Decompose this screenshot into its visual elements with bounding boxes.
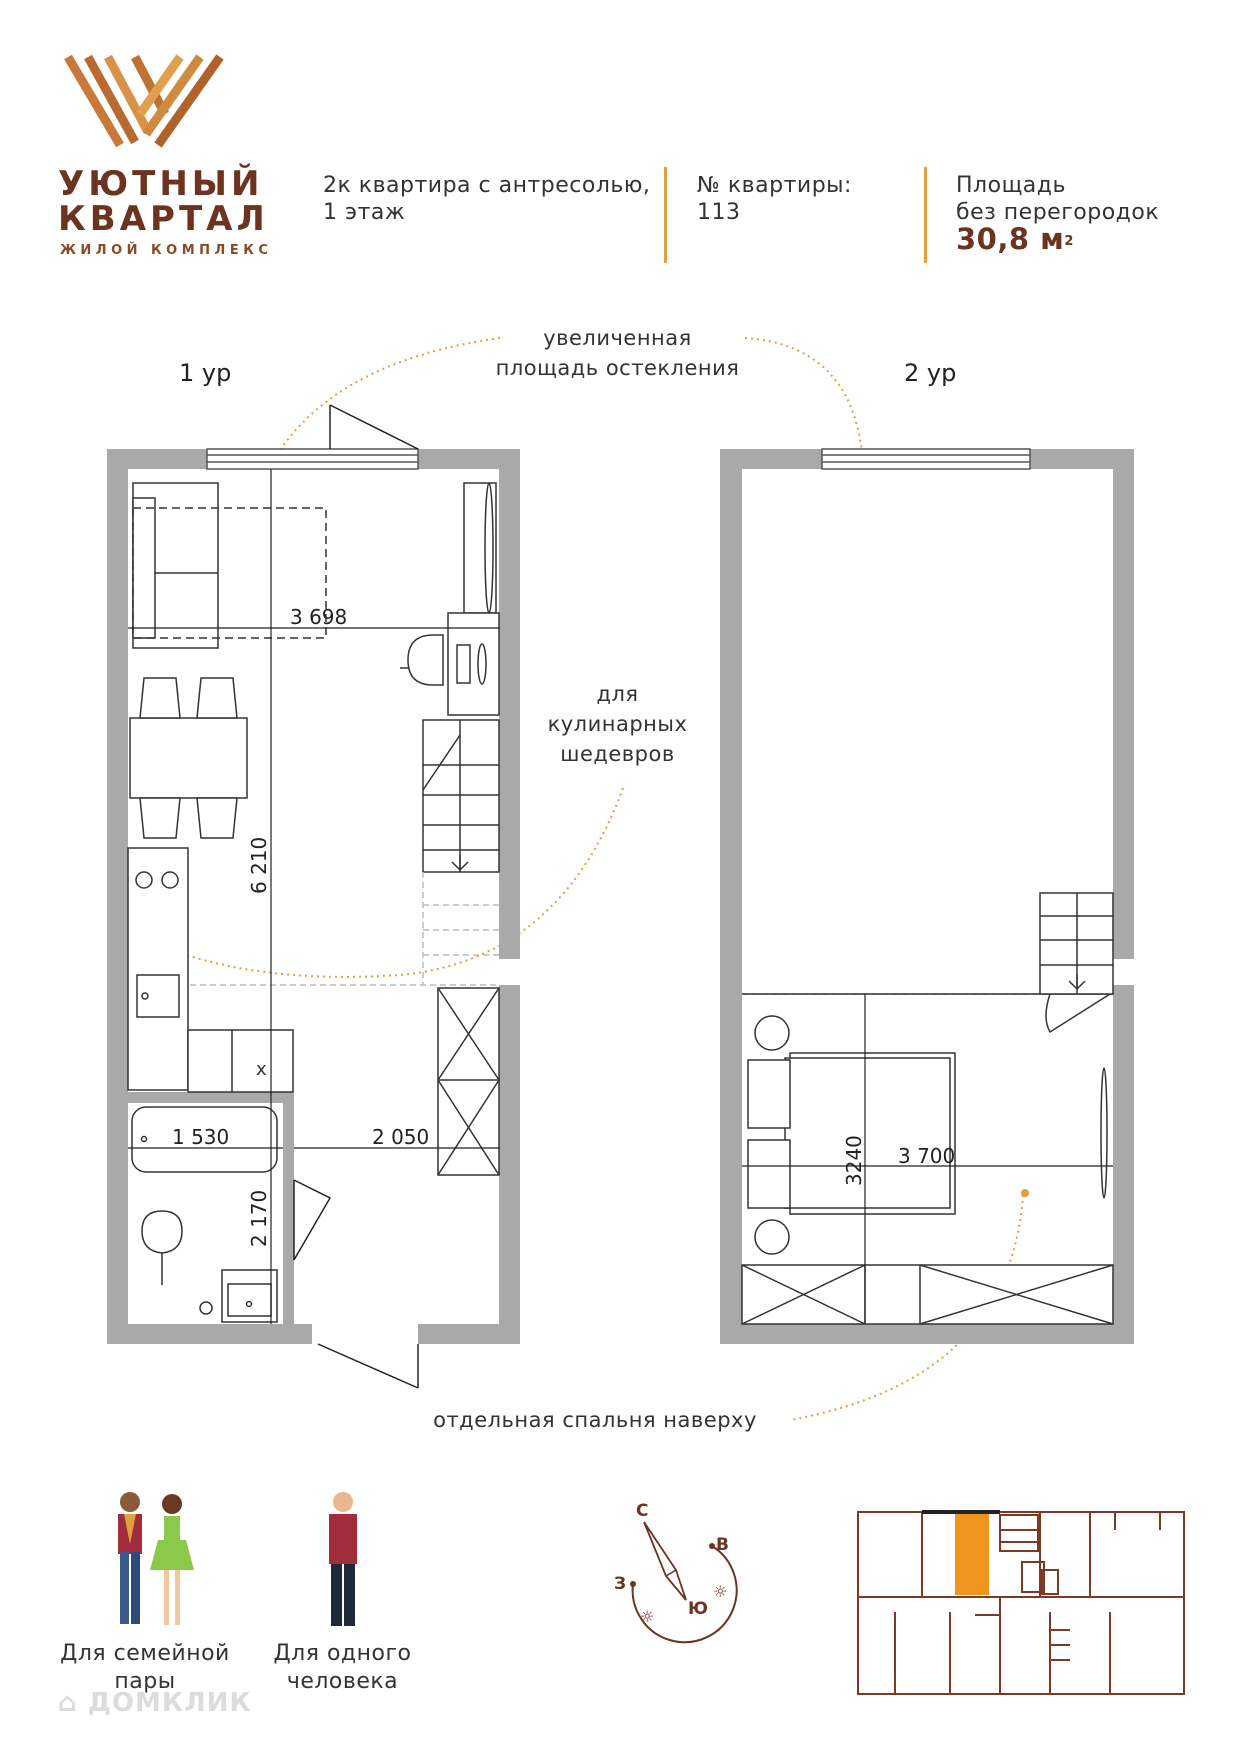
area-value-number: 30,8 м [956, 222, 1065, 256]
bedroom-note: отдельная спальня наверху [433, 1408, 757, 1432]
glazing-note-line2: площадь остекления [495, 356, 740, 380]
compass-north-label: С [636, 1501, 649, 1521]
dimension-3240: 3240 [842, 1135, 866, 1186]
apartment-number-value: 113 [697, 200, 741, 225]
leader-lines [152, 338, 1023, 1420]
dimension-3700: 3 700 [898, 1144, 956, 1168]
glazing-leader-right [745, 338, 862, 453]
level-1-balcony-door [330, 405, 418, 449]
sun-icon: ☼ [640, 1607, 655, 1626]
bedroom-marker [1021, 1189, 1029, 1197]
level-2-window [822, 449, 1030, 469]
couple-caption-line1: Для семейной [60, 1641, 230, 1666]
apartment-type-line2: 1 этаж [323, 200, 406, 225]
level-2-tv [1101, 1068, 1107, 1198]
couple-icon [100, 1488, 210, 1640]
logo-line1: УЮТНЫЙ [58, 164, 264, 204]
dimension-2050: 2 050 [372, 1125, 430, 1149]
level-2-stairs [1040, 893, 1113, 1032]
toilet [142, 1211, 212, 1314]
kitchen-note-line2: кулинарных [547, 712, 688, 736]
wardrobe [438, 988, 499, 1175]
compass-west-label: З [614, 1574, 627, 1594]
kitchen-note-line1: для [596, 682, 639, 706]
level-1-plan [107, 405, 520, 1388]
apartment-type-line1: 2к квартира с антресолью, [323, 173, 651, 198]
watermark-icon: ⌂ [58, 1688, 78, 1718]
dining-table [130, 678, 247, 838]
highlighted-apartment [955, 1512, 989, 1595]
area-label-line1: Площадь [956, 173, 1066, 198]
sun-icon: ☼ [713, 1582, 728, 1601]
level-1-label: 1 ур [179, 359, 232, 387]
compass-south-label: Ю [688, 1599, 708, 1619]
stairs-overhead [190, 872, 499, 985]
dimension-6210: 6 210 [247, 836, 271, 894]
logo-line2: КВАРТАЛ [58, 199, 269, 239]
glazing-note-line1: увеличенная [543, 326, 692, 350]
single-caption [250, 1640, 435, 1696]
bathroom-sink [222, 1270, 277, 1322]
level-1-entrance-door [318, 1344, 418, 1388]
watermark-text: ДОМКЛИК [87, 1688, 252, 1718]
dimension-3698: 3 698 [290, 605, 348, 629]
watermark [58, 1688, 252, 1718]
tv-unit [464, 483, 496, 613]
dimension-1530: 1 530 [172, 1125, 230, 1149]
glazing-leader-left [278, 338, 500, 453]
compass-east-label: В [716, 1535, 729, 1555]
bed [748, 1016, 955, 1254]
level-2-plan [720, 449, 1134, 1344]
single-caption-line1: Для одного [273, 1641, 412, 1666]
level-2-label: 2 ур [904, 359, 957, 387]
area-unit-superscript: 2 [1064, 234, 1074, 249]
compass [614, 1501, 737, 1642]
apartment-number-label: № квартиры: [697, 173, 852, 198]
bathroom-door [294, 1180, 330, 1260]
storage-mark: x [256, 1059, 267, 1080]
logo-line3: ЖИЛОЙ КОМПЛЕКС [60, 243, 273, 258]
level-1-stairs [423, 720, 499, 872]
level-2-wardrobe [742, 1265, 1113, 1324]
single-caption-line2: человека [286, 1669, 399, 1694]
dimension-2170: 2 170 [247, 1189, 271, 1247]
level-1-window [207, 449, 418, 469]
area-label-line2: без перегородок [956, 200, 1160, 225]
couple-caption-line2: пары [114, 1669, 176, 1694]
floor-key-plan [858, 1512, 1184, 1694]
compass-needle [644, 1522, 686, 1600]
kitchen-note-line3: шедевров [560, 742, 675, 766]
single-person-icon [318, 1488, 368, 1640]
